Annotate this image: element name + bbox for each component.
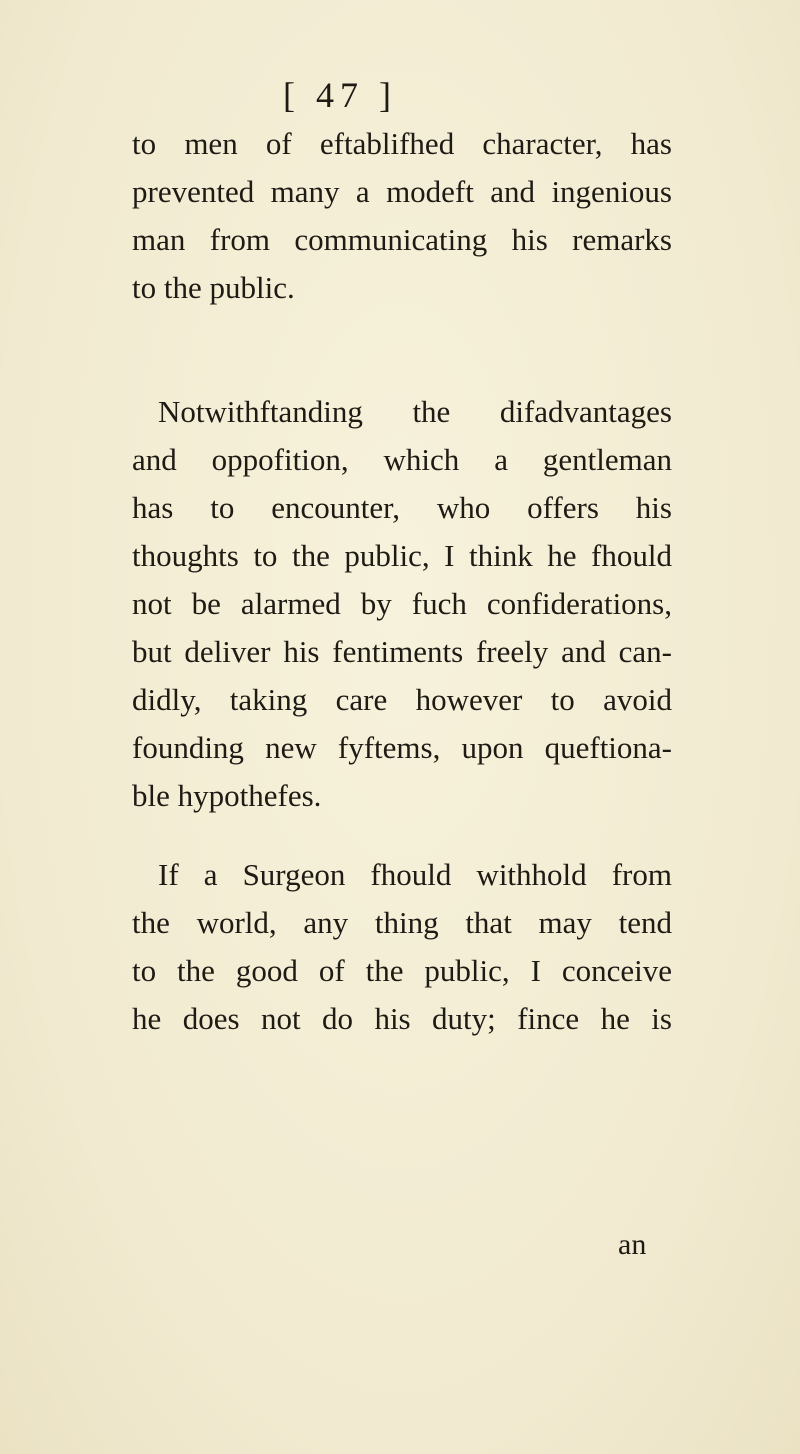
text-line: man from communicating his remarks (132, 222, 672, 257)
text-line: to men of eftablifhed character, has (132, 126, 672, 161)
text-line: to the good of the public, I conceive (132, 953, 672, 988)
text-line: but deliver his fentiments freely and can- (132, 634, 672, 669)
text-line: not be alarmed by fuch confiderations, (132, 586, 672, 621)
paragraph-1 (132, 120, 672, 312)
catchword: an (618, 1228, 647, 1261)
text-line: to the public. (132, 270, 295, 305)
paragraph-2 (132, 388, 672, 820)
text-line: thoughts to the public, I think he fhould (132, 538, 672, 573)
text-line: founding new fyftems, upon queftiona- (132, 730, 672, 765)
text-line: he does not do his duty; fince he is (132, 1001, 672, 1036)
page-number: [ 47 ] (283, 75, 397, 115)
text-line: has to encounter, who offers his (132, 490, 672, 525)
paragraph-3 (132, 851, 672, 1043)
text-line: Notwithftanding the difadvantages (158, 394, 672, 429)
text-line: prevented many a modeft and ingenious (132, 174, 672, 209)
text-line: ble hypothefes. (132, 778, 322, 813)
text-line: and oppofition, which a gentleman (132, 442, 672, 477)
text-line: the world, any thing that may tend (132, 905, 672, 940)
text-line: didly, taking care however to avoid (132, 682, 672, 717)
text-line: If a Surgeon fhould withhold from (158, 857, 672, 892)
